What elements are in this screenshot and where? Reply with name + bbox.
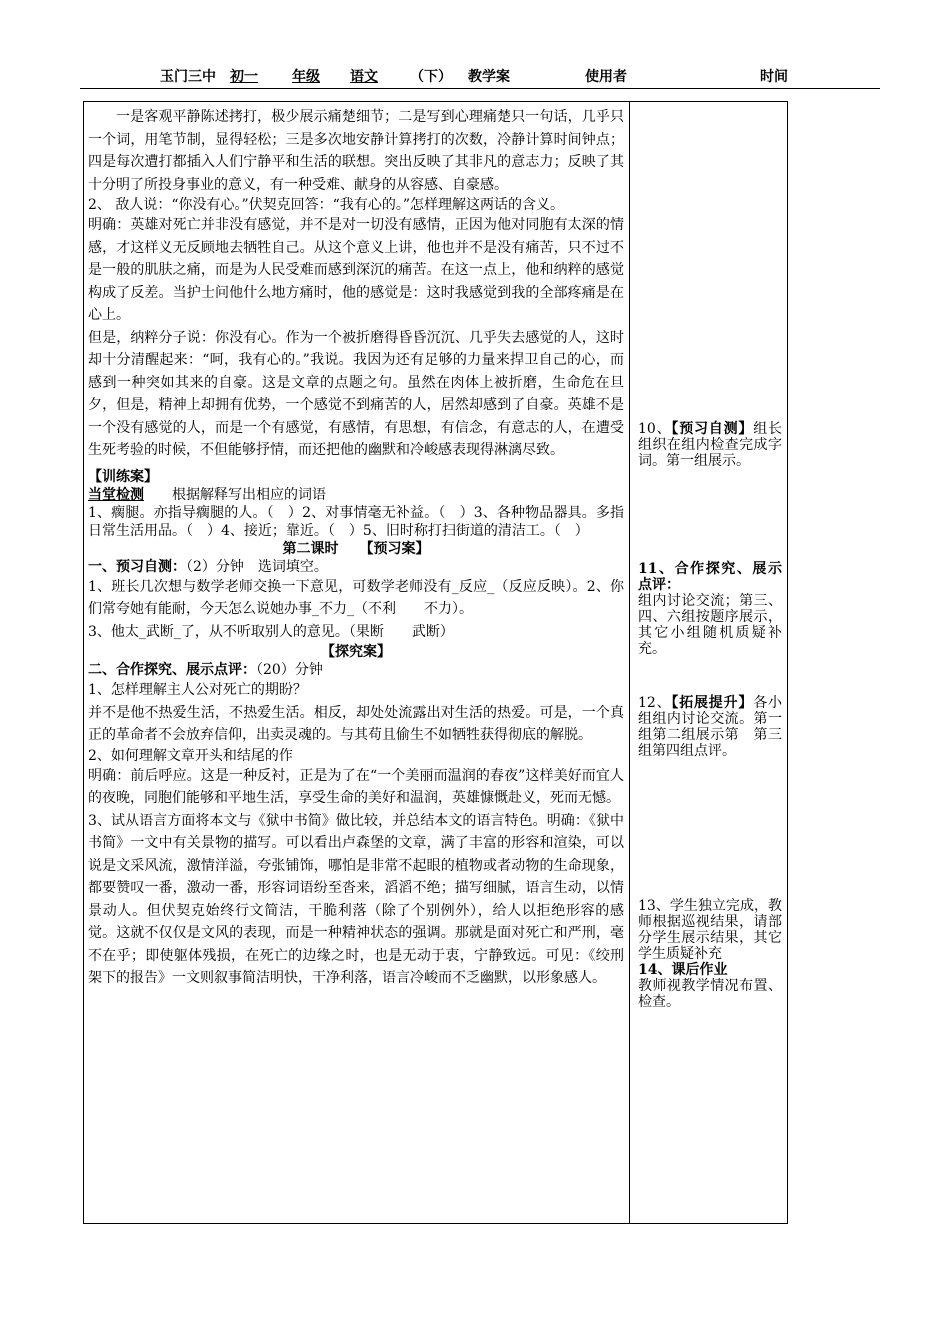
note-14-title: 14、课后作业: [638, 962, 728, 978]
grade-suffix: 年级: [292, 69, 320, 85]
school-name: 玉门三中: [160, 69, 216, 85]
para-torture-analysis: 一是客观平静陈述拷打，极少展示痛楚细节；二是写到心理痛楚只一句话，几乎只一个词，用笔节制，显得轻松；三是多次地安静计算拷打的次数，冷静计算时间钟点；四是每次遭打都插入人们宁静平和生活的联想。突出反映了其非凡的意志力；反映了其十分明了所投身事业的意义，有一种受难、献身的从容感、自豪感。: [88, 109, 624, 193]
coop-time: （20）分钟: [256, 662, 323, 678]
note-10-text: 组长组织在组内检查完成字词。第一组展示。: [638, 421, 782, 469]
grade: 初一: [230, 69, 258, 85]
side-note-10: [638, 421, 782, 469]
term: （下）: [410, 69, 452, 85]
answer-2-continued: 但是，纳粹分子说：你没有心。作为一个被折磨得昏昏沉沉、几乎失去感觉的人，这时却十分清醒起来：“呵，我有心的。”我说。我因为还有足够的力量来捍卫自己的心，而感到一种突如其来的自豪。这是文章的点题之句。虽然在肉体上被折磨，生命危在旦夕，但是，精神上却拥有优势，一个感觉不到痛苦的人，居然却感到了自豪。英雄不是一个没有感觉的人，而是一个有感觉，有感情，有思想，有信念，有意志的人，在遭受生死考验的时候，不但能够抒情，而还把他的幽默和冷峻感表现得淋漓尽致。: [88, 329, 624, 458]
note-11-title: 11、合作探究、展示点评：: [638, 561, 782, 593]
column-divider-2: [787, 101, 788, 1224]
side-note-13: [638, 898, 782, 1010]
classroom-test-label: 当堂检测: [88, 486, 144, 503]
side-note-12: [638, 695, 782, 759]
explore-question-1: 1、怎样理解主人公对死亡的期盼？: [88, 682, 307, 698]
column-divider-1: [629, 101, 630, 1224]
note-12-text: 各小组组内讨论交流。第一组第二组展示第 第三组第四组点评。: [638, 695, 782, 759]
explore-question-2: 2、如何理解文章开头和结尾的作: [88, 747, 293, 764]
note-11-text: 组内讨论交流；第三、四、六组按题序展示，其它小组随机质疑补充。: [638, 593, 782, 657]
note-10-number: 10、: [638, 421, 672, 437]
time-label: 时间: [760, 69, 788, 85]
page-header: [80, 64, 880, 89]
explore-title: 【探究案】: [321, 644, 391, 660]
fill-question-1-2: 1、班长几次想与数学老师交换一下意见，可数学老师没有_反应_（反应反映）。2、你们常夸她有能耐，今天怎么说她办事_不力_（不利 不力）。: [88, 578, 624, 617]
note-10-title: 【预习自测】: [671, 421, 754, 437]
main-column: [88, 106, 624, 990]
lesson-2-heading: [88, 540, 624, 558]
test-items: 1、瘸腿。亦指导瘸腿的人。（ ）2、对事情毫无补益。（ ）3、各种物品器具。多指日常生活用品。（ ）4、接近；靠近。（ ）5、旧时称打扫街道的清洁工。（ ）: [88, 504, 624, 539]
self-test-label: 一、预习自测：: [88, 558, 186, 575]
fill-question-3: 3、他太_武断_了，从不听取别人的意见。（果断 武断）: [88, 623, 454, 640]
subject: 语文: [350, 69, 378, 85]
note-12-title: 【拓展提升】: [671, 695, 754, 711]
preview-title: 【预习案】: [366, 540, 430, 557]
training-title: 【训练案】: [88, 468, 158, 485]
classroom-test-text: 根据解释写出相应的词语: [172, 486, 326, 503]
note-12-number: 12、: [638, 695, 672, 711]
doc-type: 教学案: [468, 69, 510, 85]
explore-answer-1: 并不是他不热爱生活，不热爱生活。相反，却处处流露出对生活的热爱。可是，一个真正的革命者不会放弃信仰，出卖灵魂的。与其苟且偷生不如牺牲获得彻底的解脱。: [88, 704, 624, 743]
explore-answer-3: 3、试从语言方面将本文与《狱中书简》做比较，并总结本文的语言特色。明确：《狱中书简》一文中有关景物的描写。可以看出卢森堡的文章，满了丰富的形容和渲染，可以说是文采风流，激情洋溢，夸张铺饰，哪怕是非常不起眼的植物或者动物的生命现象，都要赞叹一番，激动一番，形容词语纷至沓来，滔滔不绝；描写细腻，语言生动，以情景动人。但伏契克始终行文简洁，干脆利落（除了个别例外），给人以拒绝形容的感觉。这就不仅仅是文风的表现，而是一种精神状态的强调。那就是面对死亡和严刑，毫不在乎；即使躯体残损，在死亡的边缘之时，也是无动于衷，宁静致远。可见：《绞刑架下的报告》一文则叙事简洁明快，干净利落，语言冷峻而不乏幽默，以形象感人。: [88, 812, 624, 986]
note-14-text: 教师视教学情况布置、检查。: [638, 978, 782, 1010]
coop-label: 二、合作探究、展示点评：: [88, 662, 256, 678]
self-test-time: （2）分钟 选词填空。: [186, 558, 328, 575]
side-note-11: [638, 561, 782, 657]
answer-2: 明确：英雄对死亡并非没有感觉，并不是对一切没有感情，正因为他对同胞有太深的情感，才这样义无反顾地去牺牲自己。从这个意义上讲，他也并不是没有痛苦，只不过不是一般的肌肤之痛，而是为人民受难而感到深沉的痛苦。在这一点上，他和纳粹的感觉构成了反差。当护士问他什么地方痛时，他的感觉是：这时我感觉到我的全部疼痛是在心上。: [88, 217, 624, 323]
note-13-text: 13、学生独立完成，教师根据巡视结果，请部分学生展示结果，其它学生质疑补充: [638, 898, 782, 962]
lesson-2-label: 第二课时: [282, 540, 339, 557]
user-label: 使用者: [585, 69, 627, 85]
explore-answer-2: 明确：前后呼应。这是一种反衬，正是为了在“一个美丽而温润的春夜”这样美好而宜人的夜晚，同胞们能够和平地生活，享受生命的美好和温润，英雄慷慨赴义，死而无憾。: [88, 767, 624, 806]
question-2: 2、 敌人说：“你没有心。”伏契克回答：“我有心的。”怎样理解这两话的含义。: [88, 197, 564, 213]
